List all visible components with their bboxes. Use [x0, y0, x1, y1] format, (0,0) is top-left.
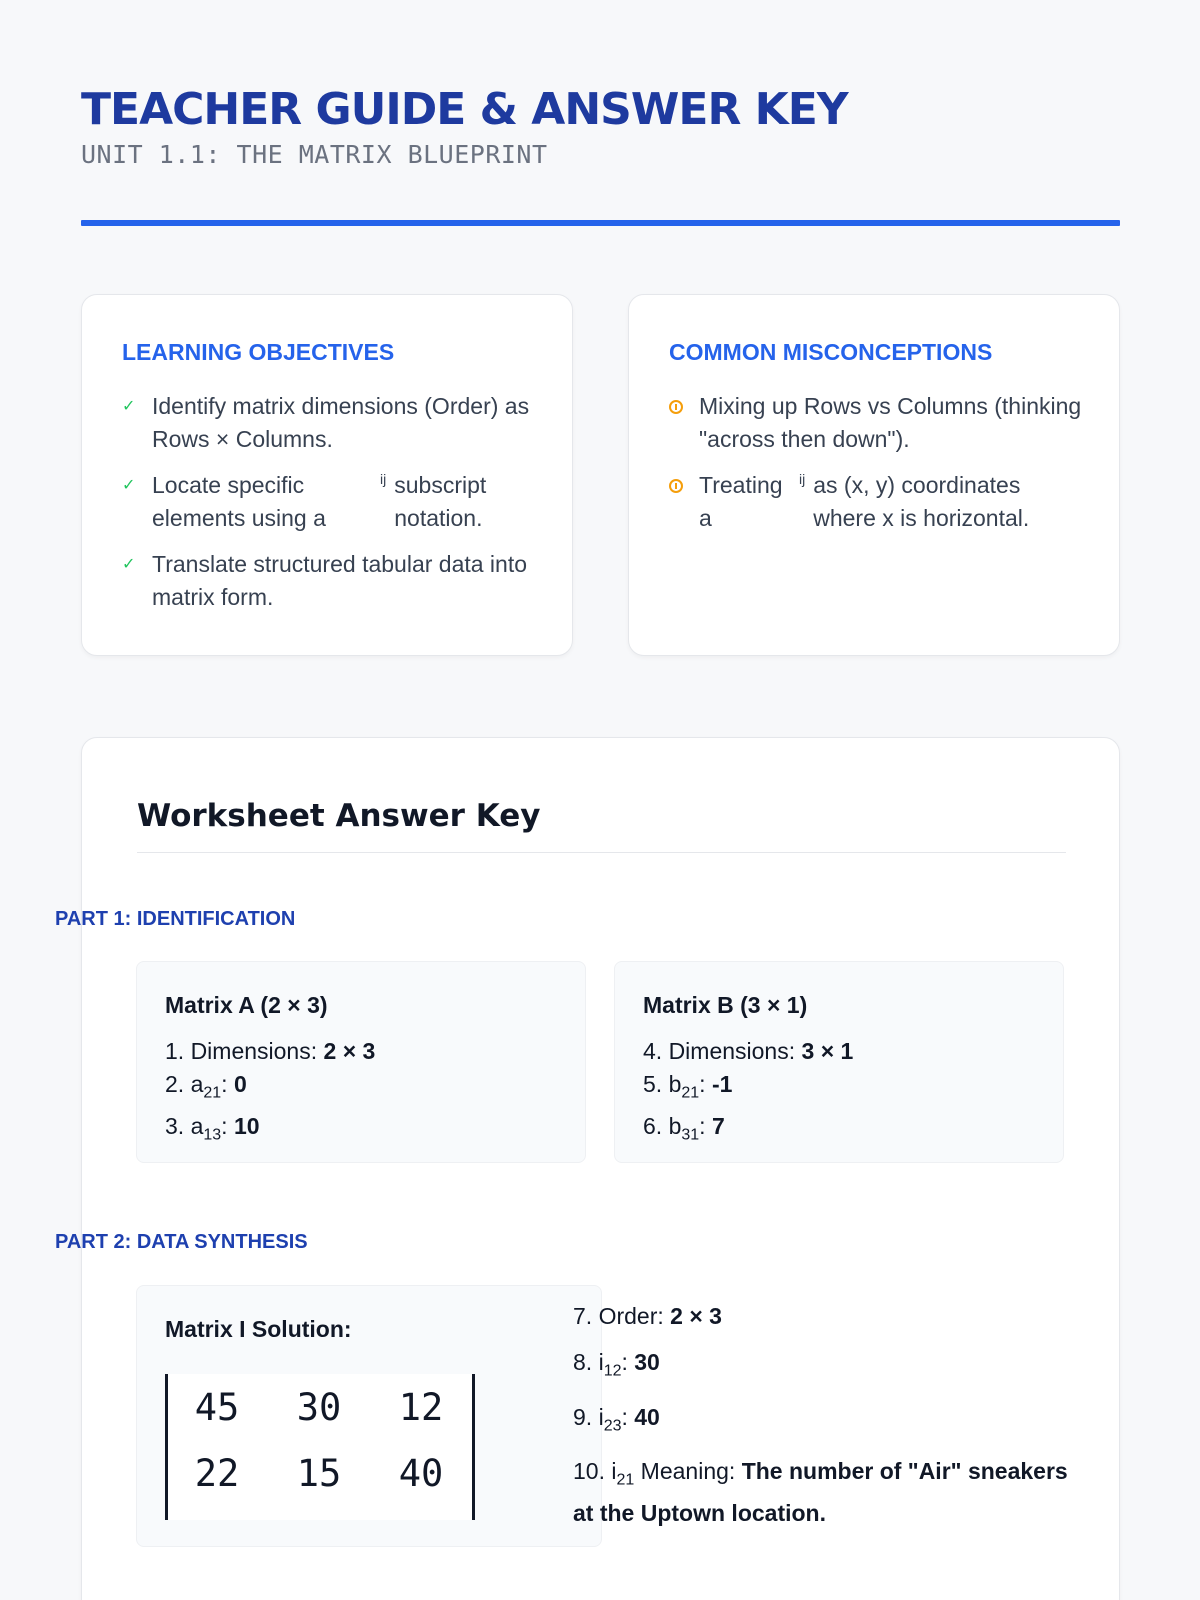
objective-text: Identify matrix dimensions (Order) as Rows × Columns. — [152, 393, 530, 452]
part2-heading: PART 2: DATA SYNTHESIS — [55, 1231, 308, 1253]
misconceptions-heading: COMMON MISCONCEPTIONS — [669, 339, 993, 365]
answer-line — [643, 1035, 1063, 1068]
objective-item — [122, 548, 542, 614]
answer-line — [573, 1300, 1083, 1333]
check-icon: ✓ — [122, 556, 136, 573]
answer-suffix: : — [621, 1349, 635, 1375]
answer-subscript: 12 — [603, 1362, 622, 1380]
header-divider — [81, 220, 1120, 226]
answer-value: 2 × 3 — [323, 1038, 376, 1064]
matrix-b-box — [614, 961, 1064, 1163]
misconception-item — [669, 390, 1089, 456]
answer-label: 7. Order: — [573, 1303, 671, 1329]
matrix-i-solution-title: Matrix I Solution: — [165, 1316, 352, 1342]
answer-label: 2. a — [165, 1071, 204, 1097]
check-icon: ✓ — [122, 398, 136, 415]
objective-text-pre: Locate specific elements using a — [152, 472, 326, 531]
answer-value: 40 — [634, 1403, 660, 1430]
answer-line — [573, 1346, 1083, 1388]
answer-value: 7 — [711, 1112, 725, 1139]
matrix-cell: 22 — [194, 1452, 240, 1495]
worksheet-title: Worksheet Answer Key — [137, 798, 541, 834]
learning-objectives-card — [81, 294, 573, 656]
answer-value: 10 — [233, 1112, 260, 1139]
answer-subscript: 31 — [681, 1126, 700, 1144]
check-icon: ✓ — [122, 477, 136, 494]
answer-line — [573, 1455, 1083, 1530]
warning-icon — [669, 479, 683, 493]
matrix-i — [165, 1374, 475, 1520]
answer-value: 30 — [634, 1349, 660, 1375]
answer-suffix: : — [699, 1112, 712, 1139]
objective-text — [152, 469, 504, 535]
part2-answers — [573, 1300, 1083, 1543]
answer-label: 8. i — [573, 1349, 604, 1375]
misconception-text-pre: Treating a — [699, 472, 783, 531]
matrix-b-answers — [643, 1035, 1063, 1151]
misconception-text-post: as (x, y) coordinates where x is horizontal. — [813, 472, 1030, 531]
objective-item — [122, 469, 542, 535]
answer-subscript: 13 — [203, 1126, 222, 1144]
matrix-cell: 12 — [398, 1386, 444, 1429]
answer-line — [165, 1110, 585, 1152]
objective-text: Translate structured tabular data into matrix form. — [152, 551, 528, 610]
matrix-b-title: Matrix B (3 × 1) — [643, 992, 808, 1018]
matrix-a-box — [136, 961, 586, 1163]
answer-suffix: Meaning: — [634, 1458, 742, 1485]
answer-label: 5. b — [643, 1071, 682, 1097]
answer-line — [165, 1068, 585, 1110]
answer-line — [573, 1401, 1083, 1443]
answer-line — [643, 1110, 1063, 1152]
answer-line — [165, 1035, 585, 1068]
answer-label: 6. b — [643, 1112, 682, 1139]
matrix-a-answers — [165, 1035, 585, 1151]
matrix-cell: 30 — [296, 1386, 342, 1429]
answer-label: 1. Dimensions: — [165, 1038, 324, 1064]
misconception-text: Mixing up Rows vs Columns (thinking "across then down"). — [699, 393, 1082, 452]
answer-subscript: 23 — [603, 1417, 622, 1435]
objective-text-post: subscript notation. — [394, 472, 487, 531]
matrix-cell: 40 — [398, 1452, 444, 1495]
page-header — [81, 86, 848, 169]
answer-subscript: 21 — [203, 1084, 222, 1102]
worksheet-divider — [137, 852, 1066, 853]
page-title: TEACHER GUIDE & ANSWER KEY — [81, 84, 848, 135]
page-subtitle: UNIT 1.1: THE MATRIX BLUEPRINT — [81, 140, 548, 170]
answer-value: 3 × 1 — [801, 1038, 854, 1064]
answer-subscript: 21 — [681, 1084, 700, 1102]
part1-heading: PART 1: IDENTIFICATION — [55, 908, 296, 930]
answer-suffix: : — [221, 1112, 234, 1139]
answer-suffix: : — [699, 1071, 712, 1097]
answer-value: 2 × 3 — [670, 1303, 722, 1329]
learning-objectives-heading: LEARNING OBJECTIVES — [122, 339, 395, 365]
answer-subscript: 21 — [616, 1471, 635, 1489]
answer-label: 10. i — [573, 1458, 617, 1485]
matrix-cell: 15 — [296, 1452, 342, 1495]
matrix-a-title: Matrix A (2 × 3) — [165, 992, 328, 1018]
subscript-ij: ij — [380, 471, 387, 487]
misconceptions-card — [628, 294, 1120, 656]
matrix-i-solution-box — [136, 1285, 602, 1547]
subscript-ij: ij — [799, 471, 806, 487]
warning-icon — [669, 400, 683, 414]
answer-suffix: : — [221, 1071, 234, 1097]
answer-value: -1 — [711, 1071, 733, 1097]
answer-value: The number of "Air" sneakers at the Uptown location. — [573, 1458, 1068, 1526]
misconception-item — [669, 469, 1089, 535]
matrix-cell: 45 — [194, 1386, 240, 1429]
misconception-text — [699, 469, 1053, 535]
answer-suffix: : — [621, 1403, 635, 1430]
answer-label: 4. Dimensions: — [643, 1038, 802, 1064]
answer-label: 3. a — [165, 1112, 204, 1139]
answer-value: 0 — [233, 1071, 247, 1097]
objective-item — [122, 390, 542, 456]
matrix-right-bracket — [472, 1374, 475, 1520]
answer-label: 9. i — [573, 1403, 604, 1430]
answer-line — [643, 1068, 1063, 1110]
